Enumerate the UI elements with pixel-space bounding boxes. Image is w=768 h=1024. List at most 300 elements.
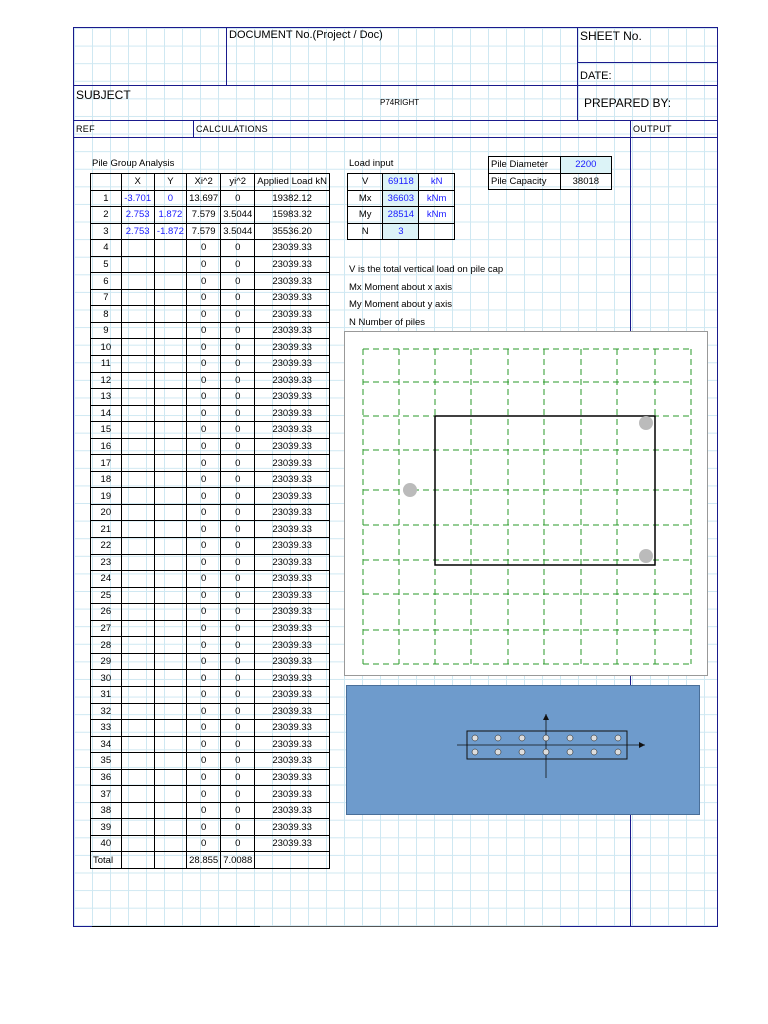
pile-index-cell: 10 xyxy=(91,339,122,356)
table-row xyxy=(91,587,330,604)
table-cell: 0 xyxy=(221,372,255,389)
column-header: yi^2 xyxy=(221,174,255,191)
subject-label: SUBJECT xyxy=(76,88,131,102)
table-cell xyxy=(154,637,186,654)
table-cell: 0 xyxy=(154,190,186,207)
table-cell xyxy=(154,620,186,637)
table-cell: 0 xyxy=(221,686,255,703)
table-cell: 0 xyxy=(221,720,255,737)
table-cell: 3.5044 xyxy=(221,207,255,224)
table-row xyxy=(91,223,330,240)
table-row xyxy=(91,339,330,356)
table-cell xyxy=(154,504,186,521)
table-cell: 13.697 xyxy=(187,190,221,207)
table-cell: 23039.33 xyxy=(255,587,330,604)
pile-index-cell: 7 xyxy=(91,289,122,306)
table-cell xyxy=(121,571,154,588)
table-row xyxy=(91,306,330,323)
table-cell: 23039.33 xyxy=(255,372,330,389)
table-cell: 0 xyxy=(221,289,255,306)
table-row xyxy=(91,538,330,555)
calculations-label: CALCULATIONS xyxy=(196,124,268,134)
table-cell xyxy=(154,720,186,737)
table-cell xyxy=(121,422,154,439)
table-cell: 0 xyxy=(187,802,221,819)
y-axis-arrow xyxy=(543,714,549,720)
property-value[interactable]: 38018 xyxy=(560,173,611,190)
table-cell: 0 xyxy=(187,587,221,604)
table-cell: 0 xyxy=(187,306,221,323)
property-label: Pile Diameter xyxy=(489,157,561,174)
table-cell: 0 xyxy=(221,670,255,687)
table-cell xyxy=(154,240,186,257)
table-header-row xyxy=(91,174,330,191)
table-cell xyxy=(154,455,186,472)
table-cell: 0 xyxy=(221,438,255,455)
table-cell xyxy=(121,455,154,472)
table-cell: 23039.33 xyxy=(255,289,330,306)
table-cell: 0 xyxy=(221,637,255,654)
table-cell: 0 xyxy=(187,471,221,488)
table-row xyxy=(91,356,330,373)
table-cell: 23039.33 xyxy=(255,471,330,488)
table-cell: 0 xyxy=(187,256,221,273)
load-value[interactable]: 69118 xyxy=(383,174,419,191)
table-cell xyxy=(154,703,186,720)
table-cell: 0 xyxy=(221,653,255,670)
pile-index-cell: 40 xyxy=(91,835,122,852)
table-cell xyxy=(121,488,154,505)
table-cell: 0 xyxy=(187,753,221,770)
load-input-row xyxy=(348,207,455,224)
table-cell xyxy=(154,653,186,670)
table-row xyxy=(91,372,330,389)
table-cell xyxy=(154,753,186,770)
table-cell: 0 xyxy=(187,686,221,703)
table-cell xyxy=(121,504,154,521)
load-unit xyxy=(419,223,455,240)
table-cell: 0 xyxy=(221,240,255,257)
table-cell: 0 xyxy=(187,356,221,373)
prepared-by-label: PREPARED BY: xyxy=(584,96,672,110)
table-cell xyxy=(154,339,186,356)
table-cell xyxy=(121,289,154,306)
figure-pile-dot xyxy=(519,735,525,741)
table-cell xyxy=(121,389,154,406)
table-cell: 0 xyxy=(187,736,221,753)
table-cell xyxy=(121,653,154,670)
table-cell xyxy=(154,670,186,687)
table-cell: 0 xyxy=(187,670,221,687)
table-row xyxy=(91,819,330,836)
table-cell: 23039.33 xyxy=(255,670,330,687)
table-cell: 0 xyxy=(221,703,255,720)
table-cell: 23039.33 xyxy=(255,571,330,588)
load-unit: kN xyxy=(419,174,455,191)
table-cell: 0 xyxy=(221,455,255,472)
table-cell: 23039.33 xyxy=(255,504,330,521)
table-cell xyxy=(121,339,154,356)
header-divider-3 xyxy=(73,137,718,138)
note-line: V is the total vertical load on pile cap xyxy=(349,264,504,275)
total-cell: 7.0088 xyxy=(221,852,255,869)
total-cell xyxy=(255,852,330,869)
x-axis-arrow xyxy=(639,742,645,748)
table-cell xyxy=(121,471,154,488)
table-cell xyxy=(121,819,154,836)
pile-index-cell: 33 xyxy=(91,720,122,737)
load-symbol: N xyxy=(348,223,383,240)
table-cell: 23039.33 xyxy=(255,455,330,472)
table-cell: 15983.32 xyxy=(255,207,330,224)
doc-divider xyxy=(226,27,227,86)
table-cell xyxy=(121,521,154,538)
table-cell: 0 xyxy=(221,190,255,207)
load-value[interactable]: 36603 xyxy=(383,190,419,207)
table-cell: 23039.33 xyxy=(255,356,330,373)
table-cell xyxy=(121,587,154,604)
table-row xyxy=(91,554,330,571)
table-cell xyxy=(154,471,186,488)
ref-divider xyxy=(193,120,194,138)
table-cell xyxy=(154,389,186,406)
table-cell xyxy=(121,769,154,786)
output-label: OUTPUT xyxy=(633,124,672,134)
pile-index-cell: 31 xyxy=(91,686,122,703)
total-cell xyxy=(154,852,186,869)
table-cell xyxy=(121,273,154,290)
figure-pile-dot xyxy=(615,749,621,755)
table-cell xyxy=(121,554,154,571)
load-input-title: Load input xyxy=(349,158,394,169)
table-cell: 1.872 xyxy=(154,207,186,224)
table-row xyxy=(91,488,330,505)
table-cell: 23039.33 xyxy=(255,653,330,670)
column-header: Applied Load kN xyxy=(255,174,330,191)
load-input-table xyxy=(347,173,455,240)
table-cell: 23039.33 xyxy=(255,322,330,339)
footer-line-right xyxy=(260,926,560,927)
pile-index-cell: 17 xyxy=(91,455,122,472)
note-line: Mx Moment about x axis xyxy=(349,281,452,293)
load-symbol: My xyxy=(348,207,383,224)
table-cell: 0 xyxy=(221,488,255,505)
table-cell: 0 xyxy=(187,455,221,472)
table-cell xyxy=(121,604,154,621)
figure-pile-dot xyxy=(472,749,478,755)
table-cell: 0 xyxy=(221,736,255,753)
table-cell: 0 xyxy=(187,273,221,290)
table-cell xyxy=(154,686,186,703)
table-cell xyxy=(121,686,154,703)
load-unit: kNm xyxy=(419,190,455,207)
table-cell: -1.872 xyxy=(154,223,186,240)
header-divider-2 xyxy=(73,120,718,121)
pile-index-cell: 32 xyxy=(91,703,122,720)
table-cell xyxy=(121,240,154,257)
column-header xyxy=(91,174,122,191)
table-cell xyxy=(154,306,186,323)
table-row xyxy=(91,422,330,439)
table-cell: 0 xyxy=(221,471,255,488)
table-cell: 23039.33 xyxy=(255,769,330,786)
property-value[interactable]: 2200 xyxy=(560,157,611,174)
table-cell xyxy=(154,554,186,571)
table-cell: 23039.33 xyxy=(255,703,330,720)
pile-index-cell: 15 xyxy=(91,422,122,439)
table-cell: 0 xyxy=(187,835,221,852)
table-cell: 3.5044 xyxy=(221,223,255,240)
table-row xyxy=(91,240,330,257)
table-row xyxy=(91,620,330,637)
table-cell xyxy=(121,670,154,687)
pile-index-cell: 26 xyxy=(91,604,122,621)
table-cell: 0 xyxy=(221,389,255,406)
table-row xyxy=(91,504,330,521)
sheet-divider xyxy=(577,27,578,121)
table-cell: 0 xyxy=(187,769,221,786)
table-row xyxy=(91,389,330,406)
table-cell xyxy=(154,769,186,786)
pile-index-cell: 9 xyxy=(91,322,122,339)
table-cell: 23039.33 xyxy=(255,637,330,654)
table-cell: 7.579 xyxy=(187,223,221,240)
table-cell: 0 xyxy=(221,571,255,588)
pile-index-cell: 11 xyxy=(91,356,122,373)
table-cell xyxy=(121,322,154,339)
pile-index-cell: 2 xyxy=(91,207,122,224)
table-cell xyxy=(121,637,154,654)
sheet-no-label: SHEET No. xyxy=(580,29,642,43)
table-cell: 0 xyxy=(187,339,221,356)
ref-label: REF xyxy=(76,124,95,134)
table-cell: 0 xyxy=(221,339,255,356)
table-cell: 23039.33 xyxy=(255,835,330,852)
pile-index-cell: 3 xyxy=(91,223,122,240)
document-no-label: DOCUMENT No.(Project / Doc) xyxy=(229,29,383,41)
column-header: Y xyxy=(154,174,186,191)
note-line: N Number of piles xyxy=(349,316,426,328)
table-cell xyxy=(154,356,186,373)
load-symbol: V xyxy=(348,174,383,191)
footer-line-left xyxy=(92,926,260,927)
table-cell: 23039.33 xyxy=(255,686,330,703)
table-cell xyxy=(154,422,186,439)
pile-index-cell: 12 xyxy=(91,372,122,389)
load-value[interactable]: 28514 xyxy=(383,207,419,224)
table-row xyxy=(91,289,330,306)
pile-property-row xyxy=(489,173,612,190)
column-header: Xi^2 xyxy=(187,174,221,191)
table-cell: 23039.33 xyxy=(255,521,330,538)
table-cell xyxy=(154,273,186,290)
table-cell: 0 xyxy=(221,587,255,604)
table-cell: 23039.33 xyxy=(255,488,330,505)
table-row xyxy=(91,703,330,720)
pile-index-cell: 27 xyxy=(91,620,122,637)
table-cell xyxy=(121,306,154,323)
pile-index-cell: 24 xyxy=(91,571,122,588)
load-symbol: Mx xyxy=(348,190,383,207)
column-header: X xyxy=(121,174,154,191)
table-cell: 0 xyxy=(187,554,221,571)
pile-index-cell: 29 xyxy=(91,653,122,670)
pile-index-cell: 30 xyxy=(91,670,122,687)
total-cell xyxy=(121,852,154,869)
table-row xyxy=(91,670,330,687)
table-row xyxy=(91,802,330,819)
table-cell: 0 xyxy=(221,322,255,339)
table-row xyxy=(91,322,330,339)
table-cell: 35536.20 xyxy=(255,223,330,240)
pile-cap-plan xyxy=(344,331,708,676)
table-cell xyxy=(154,819,186,836)
table-cell: 0 xyxy=(221,835,255,852)
pile-properties-table xyxy=(488,156,612,190)
table-cell xyxy=(154,322,186,339)
load-value[interactable]: 3 xyxy=(383,223,419,240)
table-cell: 0 xyxy=(221,273,255,290)
table-cell: 0 xyxy=(187,289,221,306)
table-cell xyxy=(121,786,154,803)
pile-index-cell: 1 xyxy=(91,190,122,207)
table-cell: 23039.33 xyxy=(255,422,330,439)
table-cell xyxy=(121,538,154,555)
pile-property-row xyxy=(489,157,612,174)
figure-pile-dot xyxy=(495,749,501,755)
pile-index-cell: 20 xyxy=(91,504,122,521)
pile-index-cell: 4 xyxy=(91,240,122,257)
table-cell xyxy=(121,356,154,373)
pile-group-reference-figure xyxy=(346,685,700,815)
table-row xyxy=(91,720,330,737)
table-cell xyxy=(121,802,154,819)
table-cell xyxy=(121,835,154,852)
property-label: Pile Capacity xyxy=(489,173,561,190)
table-row xyxy=(91,438,330,455)
pile-index-cell: 6 xyxy=(91,273,122,290)
table-cell xyxy=(121,720,154,737)
pile-index-cell: 14 xyxy=(91,405,122,422)
pile-index-cell: 8 xyxy=(91,306,122,323)
table-cell xyxy=(154,405,186,422)
figure-pile-dot xyxy=(591,749,597,755)
table-cell: 0 xyxy=(221,538,255,555)
table-cell: 0 xyxy=(187,620,221,637)
pile-index-cell: 28 xyxy=(91,637,122,654)
table-cell: 0 xyxy=(221,422,255,439)
table-cell: 23039.33 xyxy=(255,620,330,637)
table-cell: 7.579 xyxy=(187,207,221,224)
table-row xyxy=(91,190,330,207)
table-cell: 23039.33 xyxy=(255,720,330,737)
table-cell: 0 xyxy=(187,819,221,836)
figure-pile-dot xyxy=(567,749,573,755)
table-cell xyxy=(154,802,186,819)
table-row xyxy=(91,786,330,803)
table-cell: 23039.33 xyxy=(255,389,330,406)
table-cell: 23039.33 xyxy=(255,438,330,455)
table-cell: 23039.33 xyxy=(255,819,330,836)
table-total-row xyxy=(91,852,330,869)
table-cell: 0 xyxy=(187,538,221,555)
table-row xyxy=(91,637,330,654)
figure-pile-dot xyxy=(591,735,597,741)
table-cell: 23039.33 xyxy=(255,554,330,571)
date-divider xyxy=(577,62,718,63)
table-cell: 0 xyxy=(187,720,221,737)
table-cell: 0 xyxy=(187,422,221,439)
table-cell xyxy=(154,372,186,389)
table-cell xyxy=(154,438,186,455)
table-cell: 0 xyxy=(221,521,255,538)
table-cell: 0 xyxy=(187,240,221,257)
load-input-row xyxy=(348,190,455,207)
table-cell: 0 xyxy=(187,637,221,654)
reference-figure-drawing xyxy=(347,686,701,816)
table-cell: 0 xyxy=(221,356,255,373)
pile-index-cell: 16 xyxy=(91,438,122,455)
table-row xyxy=(91,736,330,753)
table-cell: 23039.33 xyxy=(255,339,330,356)
total-cell: 28.855 xyxy=(187,852,221,869)
pile-index-cell: 36 xyxy=(91,769,122,786)
table-cell: 0 xyxy=(221,819,255,836)
pile-index-cell: 34 xyxy=(91,736,122,753)
table-cell: 0 xyxy=(221,604,255,621)
table-cell: 23039.33 xyxy=(255,753,330,770)
figure-pile-dot xyxy=(567,735,573,741)
table-cell: 23039.33 xyxy=(255,405,330,422)
table-cell: 0 xyxy=(187,604,221,621)
table-cell: 0 xyxy=(221,786,255,803)
table-cell: 23039.33 xyxy=(255,273,330,290)
table-cell xyxy=(154,256,186,273)
table-cell: 0 xyxy=(221,620,255,637)
table-cell: 23039.33 xyxy=(255,240,330,257)
table-cell xyxy=(121,438,154,455)
table-cell: 23039.33 xyxy=(255,538,330,555)
table-cell xyxy=(154,571,186,588)
table-cell: 0 xyxy=(221,405,255,422)
table-cell: 0 xyxy=(221,306,255,323)
table-row xyxy=(91,604,330,621)
pile-index-cell: 23 xyxy=(91,554,122,571)
table-cell: 23039.33 xyxy=(255,802,330,819)
table-cell xyxy=(154,488,186,505)
table-row xyxy=(91,521,330,538)
pile-index-cell: 25 xyxy=(91,587,122,604)
table-cell: 0 xyxy=(187,488,221,505)
figure-pile-dot xyxy=(543,749,549,755)
table-cell: 0 xyxy=(187,571,221,588)
table-cell: 2.753 xyxy=(121,207,154,224)
pile-index-cell: 5 xyxy=(91,256,122,273)
note-line: My Moment about y axis xyxy=(349,299,452,311)
table-cell xyxy=(121,703,154,720)
table-cell xyxy=(154,289,186,306)
table-cell: 0 xyxy=(187,504,221,521)
pile-index-cell: 22 xyxy=(91,538,122,555)
table-cell: 0 xyxy=(221,504,255,521)
load-input-row xyxy=(348,223,455,240)
table-cell xyxy=(154,521,186,538)
table-cell: 23039.33 xyxy=(255,256,330,273)
table-cell xyxy=(121,256,154,273)
table-cell xyxy=(121,372,154,389)
pile-group-title: Pile Group Analysis xyxy=(92,158,175,169)
table-row xyxy=(91,769,330,786)
